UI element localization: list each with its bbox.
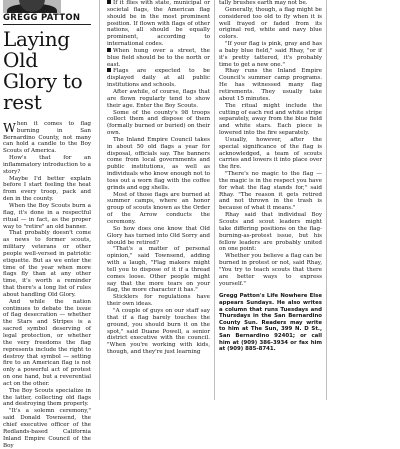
paragraph: And while the nation continues to debate the issue of flag desecration — whether the Stars and Stripes is a sacred symbol deserving of legal protection, or whether the very freedoms the flag represents include the right to destroy that symbol — setting fire to an American flag is not only a powerful act of protest on one hand, but a reverential act on the other.: [3, 298, 91, 387]
column-1: [3, 0, 91, 449]
column-rule-2: [214, 0, 215, 400]
paragraph: The Boy Scouts specialize in the latter, collecting old flags and destroying them properly.: [3, 387, 91, 408]
paragraph: "It's a solemn ceremony," said Donald Townsend, the chief executive officer of the Redlands-based California Inland Empire Council of the Boy: [3, 408, 91, 449]
paragraph: When it comes to flag burning in San Bernardino County, not many can hold a candle to the Boy Scouts of America.: [3, 119, 91, 155]
drop-cap: W: [3, 119, 16, 135]
paragraph: That probably doesn't come as news to former scouts, military veterans or other people well-versed in patriotic etiquette. But as we enter the time of the year when more flags fly than at any other time, it's worth a reminder that there's a long list of rules about handling Old Glory.: [3, 230, 91, 298]
bullet-item: Flags are expected to be displayed daily at all public institutions and schools.: [107, 68, 210, 89]
paragraph: "A couple of guys on our staff say that if a flag barely touches the ground, you should burn it on the spot," said Duane Powell, a senior district executive with the council. "When you're working with kids, though, and they're just learning: [107, 307, 210, 356]
paragraph: After awhile, of course, flags that are flown regularly tend to show their age. Enter the Boy Scouts.: [107, 88, 210, 109]
paragraph: "If your flag is pink, gray and has a baby blue field," said Rhay, "or if it's pretty tattered, it's probably time to get a new one.": [219, 41, 322, 68]
column-rule-3: [326, 0, 327, 400]
paragraph: The Inland Empire Council takes in about 50 old flags a year for disposal, officials say. The banners come from local governments and public institutions, as well as individuals who know enough not to toss out a worn flag with the coffee grinds and egg shells.: [107, 136, 210, 191]
bullet-square-icon: [107, 48, 111, 52]
paragraph: When the Boy Scouts burn a flag, it's done in a respectful ritual — in fact, as the proper way to "retire" an old banner.: [3, 202, 91, 230]
bullet-square-icon: [107, 0, 111, 4]
byline: GREGG PATTON: [3, 15, 91, 25]
paragraph: Some of the county's 98 troops collect them and dispose of them (formally burned or buried) on their own.: [107, 109, 210, 137]
paragraph: Rhay runs the Inland Empire Council's summer camp programs. He has witnessed many flag retirements. They usually take about 15 minutes.: [219, 68, 322, 102]
paragraph: "That's a matter of personal opinion," said Townsend, adding with a laugh, "Flag makers might tell you to dispose of it if a thread comes loose. Other people might say that the more tears on your flag, the more character it has.": [107, 246, 210, 294]
bullet-item: If it flies with state, municipal or societal flags, the American flag should be in the most prominent position. If flown with flags of other nations, all should be equally prominent, according to international codes.: [107, 0, 210, 48]
paragraph: The ritual might include the cutting of each red and white stripe separately, away from the blue field and white stars. Each piece is lowered into the fire separately.: [219, 102, 322, 137]
column-rule-1: [99, 0, 100, 400]
columnist-photo: [3, 0, 61, 13]
column-2: [107, 0, 210, 356]
paragraph: Whether you believe a flag can be burned in protest or not, said Rhay, "You try to teach scouts that there are better ways to express yourself.": [219, 253, 322, 287]
headline: Laying Old Glory to rest: [3, 26, 83, 114]
paragraph: "There's no magic to the flag — the magic is in the respect you have for what the flag stands for," said Rhay. "The reason it gets retired and not thrown in the trash is because of what it means.": [219, 171, 322, 212]
bullet-square-icon: [107, 68, 111, 72]
column-3: [219, 0, 322, 353]
paragraph: Generally, though, a flag might be considered too old to fly when it is well frayed or faded from its original red, white and navy blue colors.: [219, 6, 322, 41]
paragraph: So how does one know that Old Glory has turned into Old Sorry and should be retired?: [107, 225, 210, 246]
paragraph: Maybe I'd better explain before I start feeling the heat from every troop, pack and den in the county.: [3, 175, 91, 203]
author-tagline: Gregg Patton's Life Nowhere Else appears Sundays. He also writes a column that runs Tuesdays and Thursdays in the San Bernardino County Sun. Readers may write to him at The Sun, 399 N. D St., San Bernardino 92401; or call him at (909) 386-3934 or fax him at (909) 885-8741.: [219, 293, 322, 353]
paragraph: Most of those flags are burned at summer camps, where an honor group of scouts known as the Order of the Arrow conducts the ceremony.: [107, 191, 210, 225]
paragraph: How's that for an inflammatory introduction to a story?: [3, 155, 91, 175]
paragraph: Rhay said that individual Boy Scouts and scout leaders might take differing positions on the flag-burning-as-protest issue, but his fellow leaders are probably united on one point:: [219, 212, 322, 253]
paragraph: tally brushes earth may not be.: [219, 0, 308, 6]
bullet-item: When hung over a street, the blue field should be to the north or east.: [107, 47, 210, 68]
paragraph: Usually, however, after the special significance of the flag is acknowledged, a team of scouts carries and lowers it into place over the fire.: [219, 136, 322, 171]
paragraph: Sticklers for regulations have their own ideas.: [107, 294, 210, 308]
